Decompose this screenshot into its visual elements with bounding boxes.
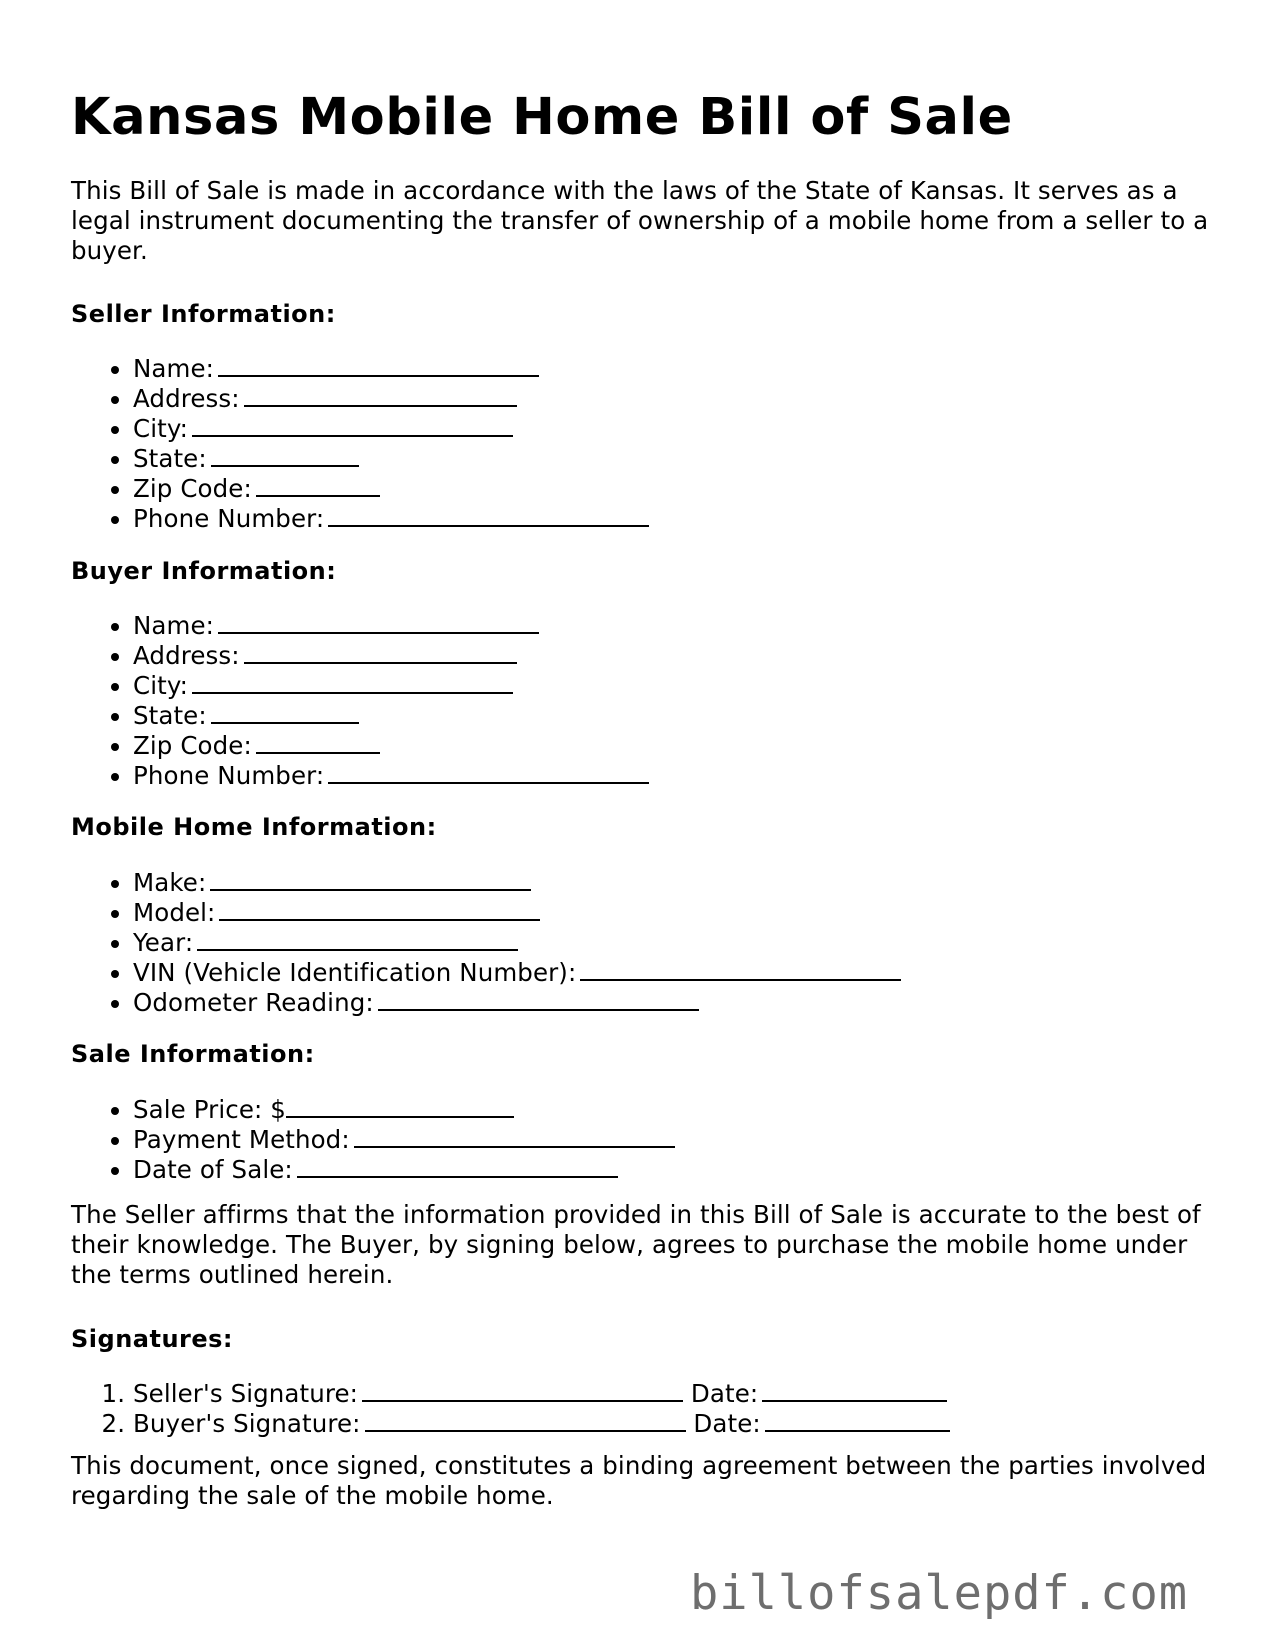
home-vin-field[interactable] [133, 958, 901, 988]
buyer-name-field[interactable] [133, 611, 649, 641]
signatures-heading: Signatures: [71, 1325, 234, 1353]
field-blank[interactable] [192, 672, 513, 694]
field-blank[interactable] [218, 612, 539, 634]
field-blank[interactable] [256, 475, 380, 497]
home-make-field[interactable] [133, 868, 901, 898]
date-of-sale-field[interactable] [133, 1155, 675, 1185]
field-label: Name: [133, 354, 215, 383]
field-label: State: [133, 444, 207, 473]
sale-fields [71, 1095, 675, 1185]
seller-address-field[interactable] [133, 384, 649, 414]
home-odometer-field[interactable] [133, 988, 901, 1018]
field-label: Odometer Reading: [133, 988, 374, 1017]
buyer-zip-field[interactable] [133, 731, 649, 761]
seller-heading: Seller Information: [71, 300, 336, 328]
home-heading: Mobile Home Information: [71, 813, 437, 841]
closing-paragraph: This document, once signed, constitutes a binding agreement between the parties involved regarding the sale of the mobile home. [71, 1451, 1207, 1510]
field-blank[interactable] [354, 1126, 675, 1148]
field-label: Payment Method: [133, 1125, 350, 1154]
affirmation-paragraph: The Seller affirms that the information provided in this Bill of Sale is accurate to the best of their knowledge. The Buyer, by signing below, agrees to purchase the mobile home under the terms outlined herein. [71, 1200, 1201, 1289]
home-model-field[interactable] [133, 898, 901, 928]
buyer-fields [71, 611, 649, 791]
field-blank[interactable] [210, 869, 531, 891]
field-label: Zip Code: [133, 731, 252, 760]
date-blank[interactable] [765, 1410, 950, 1432]
field-label: Name: [133, 611, 215, 640]
field-blank[interactable] [286, 1096, 514, 1118]
payment-method-field[interactable] [133, 1125, 675, 1155]
sale-heading: Sale Information: [71, 1040, 315, 1068]
field-label: City: [133, 414, 188, 443]
seller-city-field[interactable] [133, 414, 649, 444]
field-label: Model: [133, 898, 216, 927]
date-blank[interactable] [762, 1380, 947, 1402]
seller-zip-field[interactable] [133, 474, 649, 504]
seller-state-field[interactable] [133, 444, 649, 474]
buyer-state-field[interactable] [133, 701, 649, 731]
field-blank[interactable] [211, 702, 359, 724]
field-blank[interactable] [244, 642, 517, 664]
field-blank[interactable] [192, 415, 513, 437]
field-blank[interactable] [297, 1156, 618, 1178]
signature-list [71, 1379, 950, 1439]
field-label: Date of Sale: [133, 1155, 293, 1184]
signature-label: Seller's Signature: [133, 1379, 359, 1408]
field-label: Make: [133, 868, 207, 897]
field-blank[interactable] [256, 732, 380, 754]
field-blank[interactable] [219, 899, 540, 921]
buyer-heading: Buyer Information: [71, 557, 337, 585]
field-label: Address: [133, 641, 240, 670]
sale-price-field[interactable] [133, 1095, 675, 1125]
signature-blank[interactable] [365, 1410, 686, 1432]
home-fields [71, 868, 901, 1018]
field-label: Phone Number: [133, 761, 325, 790]
field-label: Phone Number: [133, 504, 325, 533]
intro-paragraph: This Bill of Sale is made in accordance with the laws of the State of Kansas. It serves as a legal instrument documenting the transfer of ownership of a mobile home from a seller to a buyer. [71, 176, 1209, 265]
seller-signature-line[interactable] [133, 1379, 950, 1409]
field-blank[interactable] [197, 929, 518, 951]
date-label: Date: [693, 1409, 761, 1438]
watermark-text: billofsalepdf.com [690, 1566, 1189, 1621]
buyer-signature-line[interactable] [133, 1409, 950, 1439]
buyer-address-field[interactable] [133, 641, 649, 671]
field-label: Sale Price: $ [133, 1095, 286, 1124]
buyer-city-field[interactable] [133, 671, 649, 701]
field-label: Year: [133, 928, 194, 957]
field-blank[interactable] [211, 445, 359, 467]
signature-label: Buyer's Signature: [133, 1409, 361, 1438]
field-blank[interactable] [244, 385, 517, 407]
field-label: State: [133, 701, 207, 730]
field-label: VIN (Vehicle Identification Number): [133, 958, 577, 987]
field-blank[interactable] [378, 989, 699, 1011]
date-label: Date: [690, 1379, 759, 1408]
field-label: Address: [133, 384, 240, 413]
field-blank[interactable] [218, 355, 539, 377]
field-label: City: [133, 671, 188, 700]
signature-blank[interactable] [362, 1380, 683, 1402]
seller-name-field[interactable] [133, 354, 649, 384]
seller-phone-field[interactable] [133, 504, 649, 534]
field-blank[interactable] [328, 762, 649, 784]
field-blank[interactable] [328, 505, 649, 527]
seller-fields [71, 354, 649, 534]
document-title: Kansas Mobile Home Bill of Sale [71, 88, 1013, 147]
field-blank[interactable] [580, 959, 901, 981]
field-label: Zip Code: [133, 474, 252, 503]
buyer-phone-field[interactable] [133, 761, 649, 791]
home-year-field[interactable] [133, 928, 901, 958]
